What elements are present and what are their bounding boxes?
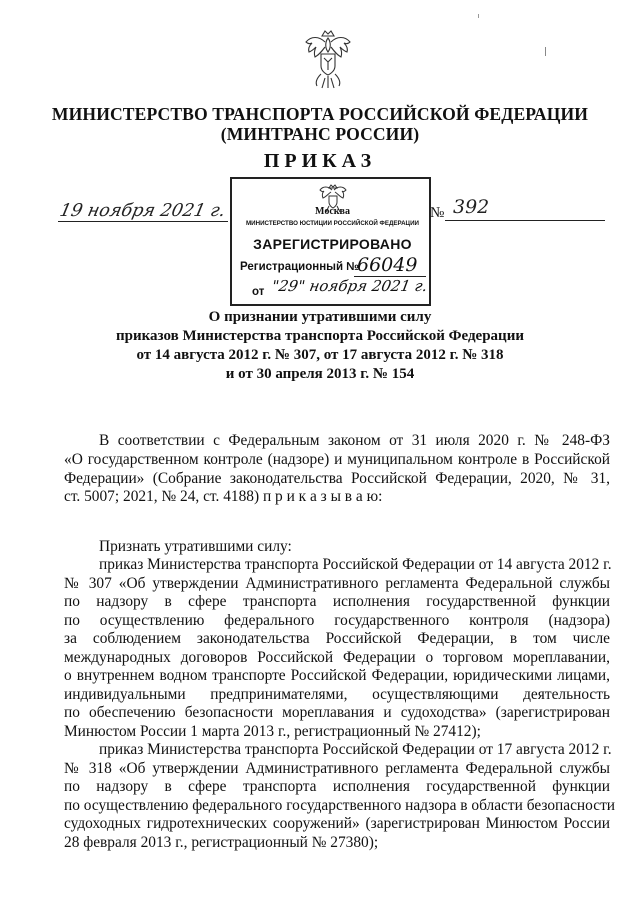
item1-line: о внутреннем водном транспорте Российской Федерации, юридическими лицами,: [64, 667, 610, 684]
item1-line: приказ Министерства транспорта Российской Федерации от 14 августа 2012 г.: [99, 556, 612, 573]
stamp-registration-date: "29" ноября 2021 г.: [270, 277, 429, 295]
item2-line: приказ Министерства транспорта Российской Федерации от 17 августа 2012 г.: [99, 741, 612, 758]
stamp-city: Москва: [315, 206, 350, 217]
preamble-line: Федерации» (Собрание законодательства Российской Федерации, 2020, № 31,: [64, 470, 610, 487]
subject-line: от 14 августа 2012 г. № 307, от 17 августа 2012 г. № 318: [136, 347, 504, 363]
number-sign: №: [430, 205, 445, 221]
number-underline: [445, 220, 605, 221]
scan-mark: [478, 14, 479, 18]
subject-line: О признании утратившими силу: [208, 309, 432, 325]
item1-line: международных договоров Российской Федерации о торговом мореплавании,: [64, 649, 610, 666]
order-number-handwritten: 392: [453, 196, 490, 218]
item1-line: по надзору в сфере транспорта исполнения государственной функции: [64, 593, 610, 610]
stamp-registration-number: 66049: [357, 254, 418, 276]
item2-line: судоходных гидротехнических сооружений» (зарегистрирован Минюстом России: [64, 815, 610, 832]
item2-line: по осуществлению федерального государственного надзора в области безопасности: [64, 797, 616, 814]
preamble-line: ст. 5007; 2021, № 24, ст. 4188) п р и к а з ы в а ю:: [64, 488, 383, 505]
document-title: ПРИКАЗ: [263, 150, 377, 172]
stamp-registration-number-label: Регистрационный №: [240, 261, 360, 273]
item2-line: № 318 «Об утверждении Административного регламента Федеральной службы: [64, 760, 610, 777]
ministry-name: МИНИСТЕРСТВО ТРАНСПОРТА РОССИЙСКОЙ ФЕДЕРАЦИИ: [51, 104, 589, 124]
subject-line: и от 30 апреля 2013 г. № 154: [225, 366, 415, 382]
preamble-line: В соответствии с Федеральным законом от 31 июля 2020 г. № 248-ФЗ: [99, 432, 610, 449]
preamble-line: «О государственном контроле (надзоре) и муниципальном контроле в Российской: [64, 451, 610, 468]
item1-line: № 307 «Об утверждении Административного регламента Федеральной службы: [64, 575, 610, 592]
registration-stamp: [230, 177, 431, 306]
scan-mark: [545, 47, 546, 56]
stamp-date-label: от: [252, 286, 265, 298]
declaration-line: Признать утратившими силу:: [99, 538, 292, 555]
item2-line: по надзору в сфере транспорта исполнения государственной функции: [64, 778, 610, 795]
stamp-ministry-name: МИНИСТЕРСТВО ЮСТИЦИИ РОССИЙСКОЙ ФЕДЕРАЦИИ: [246, 220, 419, 227]
item1-line: Минюстом России 1 марта 2013 г., регистрационный № 27412);: [64, 723, 481, 740]
ministry-short-name: (МИНТРАНС РОССИИ): [220, 124, 420, 144]
item1-line: по осуществлению федерального государственного контроля (надзора): [64, 612, 610, 629]
stamp-registered-label: ЗАРЕГИСТРИРОВАНО: [253, 236, 412, 252]
coat-of-arms-icon: [303, 28, 353, 94]
item1-line: за соблюдением законодательства Российской Федерации, в том числе: [64, 630, 610, 647]
date-underline: [58, 221, 228, 222]
item1-line: по обеспечению безопасности мореплавания и судоходства» (зарегистрирован: [64, 704, 610, 721]
item1-line: индивидуальными предпринимателями, осуществляющими деятельность: [64, 686, 610, 703]
item2-line: 28 февраля 2013 г., регистрационный № 27380);: [64, 834, 379, 851]
subject-line: приказов Министерства транспорта Российской Федерации: [116, 328, 524, 344]
order-date-handwritten: 19 ноября 2021 г.: [57, 201, 228, 221]
